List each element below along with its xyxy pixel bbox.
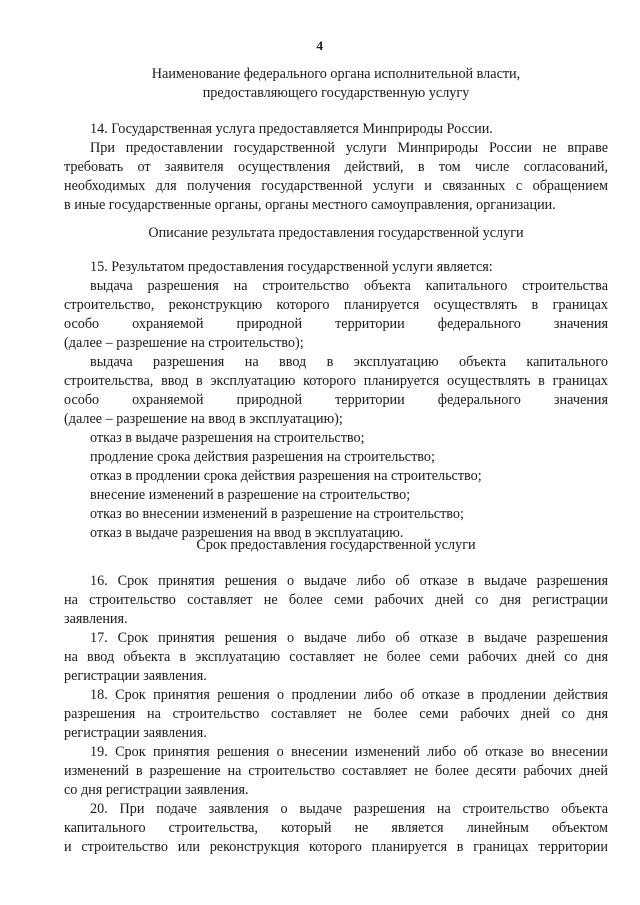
paragraph-19-line: со дня регистрации заявления. [64,782,249,798]
paragraph-15-line: особо охраняемой природной территории федерального значения [64,392,608,408]
paragraph-15-line: особо охраняемой природной территории федерального значения [64,316,608,332]
paragraph-19-line: 19. Срок принятия решения о внесении изменений либо об отказе во внесении [90,744,608,760]
paragraph-14b-line: необходимых для получения государственной услуги и связанных с обращением [64,178,608,194]
paragraph-20-line: капитального строительства, который не является линейным объектом [64,820,608,836]
paragraph-15-line: (далее – разрешение на строительство); [64,335,304,351]
paragraph-15-line: выдача разрешения на ввод в эксплуатацию объекта капитального [90,354,608,370]
paragraph-14b-line: требовать от заявителя осуществления действий, в том числе согласований, [64,159,608,175]
paragraph-16-line: заявления. [64,611,128,627]
paragraph-14: 14. Государственная услуга предоставляется Минприроды России. [90,121,493,137]
paragraph-15-line: (далее – разрешение на ввод в эксплуатацию); [64,411,343,427]
paragraph-15-line: продление срока действия разрешения на строительство; [90,449,435,465]
paragraph-19-line: изменений в разрешение на строительство составляет не более десяти рабочих дней [64,763,608,779]
paragraph-15-line: строительства, ввод в эксплуатацию которого планируется осуществлять в границах [64,373,608,389]
paragraph-15-line: отказ во внесении изменений в разрешение на строительство; [90,506,464,522]
section-heading-term: Срок предоставления государственной услуги [196,537,476,553]
paragraph-20-line: 20. При подаче заявления о выдаче разрешения на строительство объекта [90,801,608,817]
paragraph-18-line: 18. Срок принятия решения о продлении либо об отказе в продлении действия [90,687,608,703]
paragraph-17-line: 17. Срок принятия решения о выдаче либо об отказе в выдаче разрешения [90,630,608,646]
paragraph-18-line: разрешения на строительство составляет не более семи рабочих дней со дня [64,706,608,722]
paragraph-16-line: 16. Срок принятия решения о выдаче либо об отказе в выдаче разрешения [90,573,608,589]
paragraph-15-line: 15. Результатом предоставления государственной услуги является: [90,259,493,275]
paragraph-15-line: внесение изменений в разрешение на строительство; [90,487,411,503]
paragraph-18-line: регистрации заявления. [64,725,207,741]
paragraph-15-line: строительство, реконструкцию которого планируется осуществлять в границах [64,297,608,313]
section-heading-authority: Наименование федерального органа исполнительной власти, [151,66,521,82]
paragraph-20-line: и строительство или реконструкция которого планируется в границах территории [64,839,608,855]
page-number: 4 [316,38,324,53]
paragraph-14b-line: При предоставлении государственной услуги Минприроды России не вправе [90,140,608,156]
paragraph-15-line: отказ в выдаче разрешения на строительство; [90,430,365,446]
paragraph-15-line: отказ в продлении срока действия разрешения на строительство; [90,468,482,484]
paragraph-16-line: на строительство составляет не более семи рабочих дней со дня регистрации [64,592,608,608]
paragraph-17-line: на ввод объекта в эксплуатацию составляет не более семи рабочих дней со дня [64,649,608,665]
section-heading-authority-line2: предоставляющего государственную услугу [202,85,470,101]
paragraph-15-line: выдача разрешения на строительство объекта капитального строительства [90,278,608,294]
section-heading-result: Описание результата предоставления государственной услуги [148,225,524,241]
paragraph-14b-line: в иные государственные органы, органы местного самоуправления, организации. [64,197,556,213]
paragraph-15-line: отказ в выдаче разрешения на ввод в эксплуатацию. [90,525,404,541]
paragraph-17-line: регистрации заявления. [64,668,207,684]
